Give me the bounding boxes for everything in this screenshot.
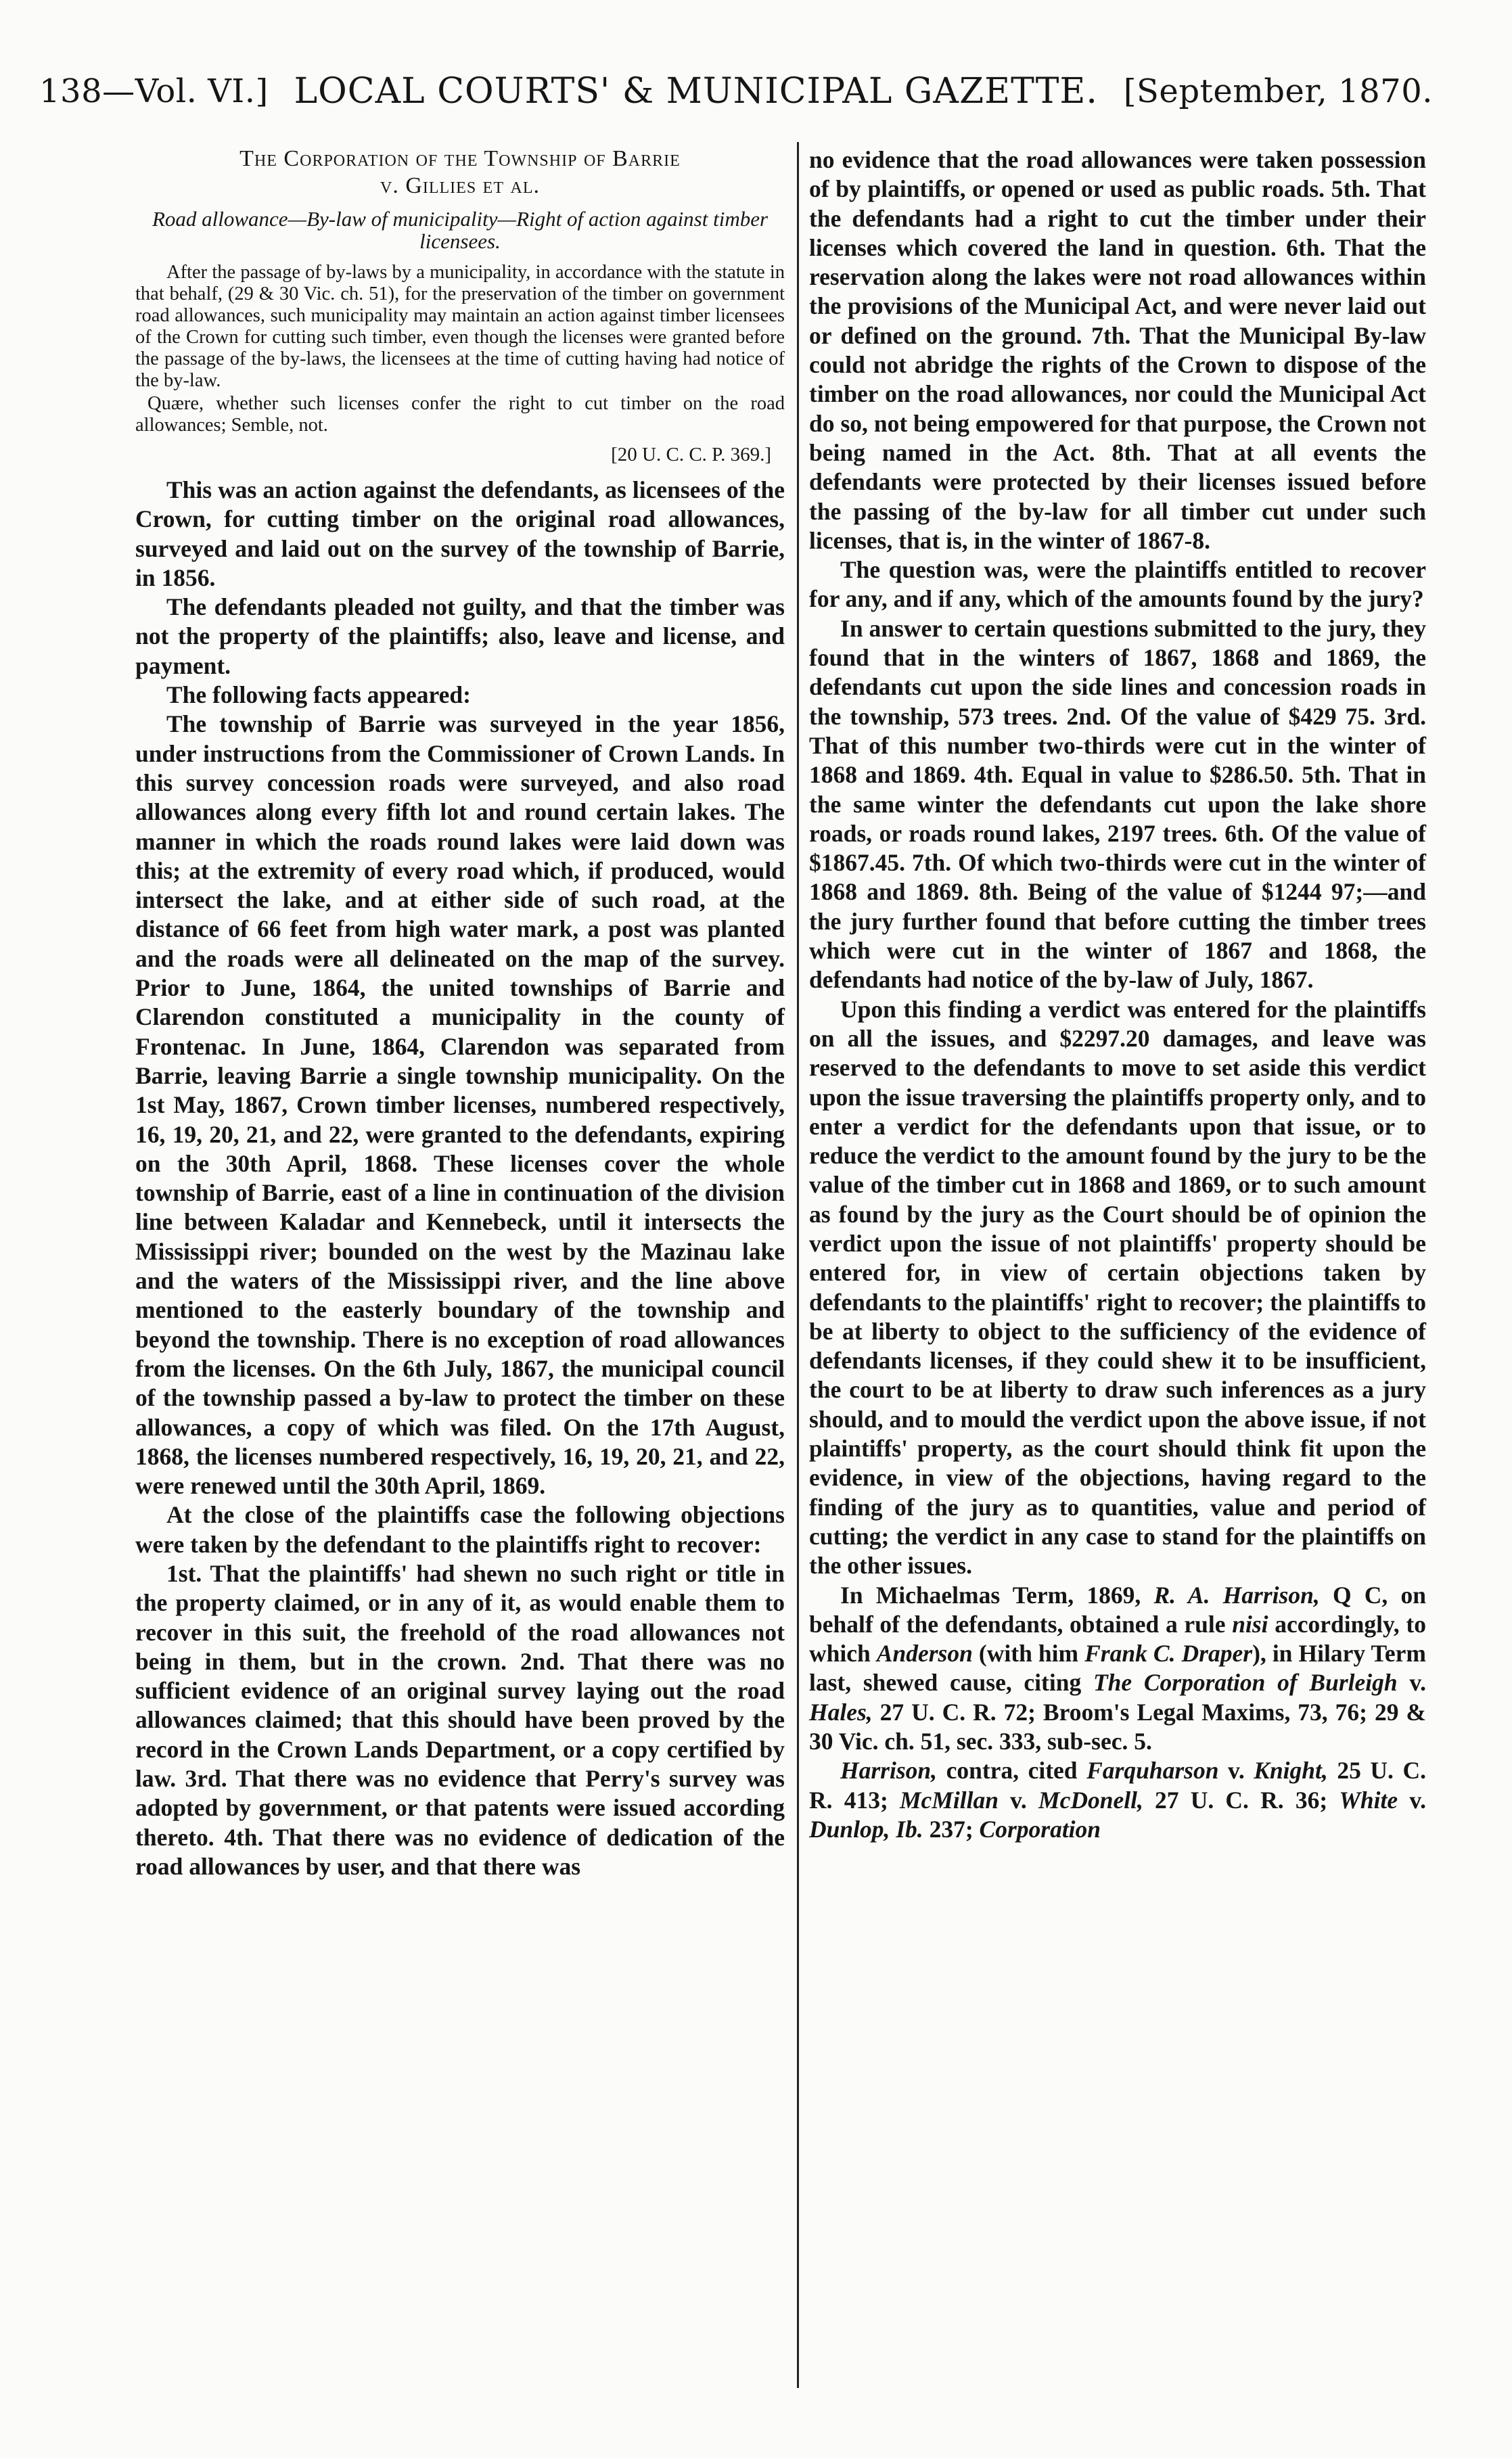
left-body	[135, 476, 785, 1881]
text-run: Q C, on behalf of the defendants, obtained a rule	[809, 1581, 1426, 1638]
text-run: v.	[1398, 1786, 1426, 1814]
case-headnote: Road allowance—By-law of municipality—Right of action against timber licensees.	[152, 207, 769, 253]
paragraph: The defendants pleaded not guilty, and that the timber was not the property of the plaintiffs; also, leave and license, and payment.	[135, 593, 785, 679]
case-syllabus: After the passage of by-laws by a municipality, in accordance with the statute in that behalf, (29 & 30 Vic. ch. 51), for the preservation of the timber on government road allowances, such municipality may maintain an action against timber licensees of the Crown for cutting such timber, even though the licenses were granted before the passage of the by-laws, the licensees at the time of cutting having had notice of the by-law.	[135, 262, 785, 391]
text-run: accordingly, to which	[809, 1610, 1426, 1668]
header-date: [September, 1870.	[1123, 72, 1433, 110]
latin-term: nisi	[1232, 1610, 1268, 1638]
case-name: Dunlop, Ib.	[809, 1815, 923, 1843]
paragraph: The following facts appeared:	[166, 681, 471, 709]
paragraph: The question was, were the plaintiffs entitled to recover for any, and if any, which of the amounts found by the jury?	[809, 556, 1426, 613]
text-run: v.	[1397, 1669, 1426, 1697]
paragraph: 1st. That the plaintiffs' had shewn no such right or title in the property claimed, or in any of it, as would enable them to recover in this suit, the freehold of the road allowances not being in them, but in the crown. 2nd. That there was no sufficient evidence of an original survey laying out the road allowances claimed; that this should have been proved by the record in the Crown Lands Department, or a copy certified by law. 3rd. That there was no evidence that Perry's survey was adopted by government, or that patents were issued according thereto. 4th. That there was no evidence of dedication of the road allowances by user, and that there was	[135, 1559, 785, 1880]
case-name: Farquharson	[1086, 1757, 1219, 1785]
case-title-line-2: v. Gillies et al.	[380, 173, 540, 198]
text-run: 25 U. C. R. 413;	[809, 1757, 1426, 1814]
case-citation: [20 U. C. C. P. 369.]	[611, 444, 771, 465]
case-name: White	[1339, 1786, 1398, 1814]
case-name: Hales,	[809, 1698, 873, 1726]
page-header	[39, 68, 1433, 115]
paragraph: The township of Barrie was surveyed in the year 1856, under instructions from the Commissioner of Crown Lands. In this survey concession roads were surveyed, and also road allowances along every fifth lot and round certain lakes. The manner in which the roads round lakes were laid down was this; at the extremity of every road which, if produced, would intersect the lake, and at either side of such road, at the distance of 66 feet from high water mark, a post was planted and the roads were all delineated on the map of the survey. Prior to June, 1864, the united townships of Barrie and Clarendon constituted a municipality in the county of Frontenac. In June, 1864, Clarendon was separated from Barrie, leaving Barrie a single township municipality. On the 1st May, 1867, Crown timber licenses, numbered respectively, 16, 19, 20, 21, and 22, were granted to the defendants, expiring on the 30th April, 1868. These licenses cover the whole township of Barrie, east of a line in continuation of the division line between Kaladar and Kennebeck, until it intersects the Mississippi river; bounded on the west by the Mazinau lake and the waters of the Mississippi river, and the line above mentioned to the easterly boundary of the township and beyond the township. There is no exception of road allowances from the licenses. On the 6th July, 1867, the municipal council of the township passed a by-law to protect the timber on these allowances, a copy of which was filed. On the 17th August, 1868, the licenses numbered respectively, 16, 19, 20, 21, and 22, were renewed until the 30th April, 1869.	[135, 710, 785, 1500]
counsel-name: Harrison,	[840, 1757, 938, 1785]
text-run: 27 U. C. R. 72; Broom's Legal Maxims, 73, 76; 29 & 30 Vic. ch. 51, sec. 333, sub-sec. 5.	[809, 1698, 1426, 1755]
case-name: Corporation	[979, 1815, 1101, 1843]
text-run: contra, cited	[937, 1757, 1087, 1785]
left-column	[135, 145, 785, 1881]
paragraph-continued: no evidence that the road allowances were taken possession of by plaintiffs, or opened or used as public roads. 5th. That the defendants had a right to cut the timber under their licenses which covered the land in question. 6th. That the reservation along the lakes were not road allowances within the provisions of the Municipal Act, and were never laid out or defined on the ground. 7th. That the Municipal By-law could not abridge the rights of the Crown to dispose of the timber on the road allowances, nor could the Municipal Act do so, not being empowered for that purpose, the Crown not being named in the Act. 8th. That at all events the defendants were protected by their licenses issued before the passing of the by-law for all timber cut under such licenses, that is, in the winter of 1867-8.	[809, 146, 1426, 554]
case-name: Knight,	[1254, 1757, 1328, 1785]
text-run: v.	[998, 1786, 1039, 1814]
counsel-name: R. A. Harrison,	[1153, 1581, 1320, 1609]
case-name: The Corporation of Burleigh	[1093, 1669, 1398, 1697]
case-title	[135, 145, 785, 200]
paragraph: In answer to certain questions submitted to the jury, they found that in the winters of 1867, 1868 and 1869, the defendants cut upon the side lines and concession roads in the township, 573 trees. 2nd. Of the value of $429 75. 3rd. That of this number two-thirds were cut in the winter of 1868 and 1869. 4th. Equal in value to $286.50. 5th. That in the same winter the defendants cut upon the lake shore roads, or roads round lakes, 2197 trees. 6th. Of the value of $1867.45. 7th. Of which two-thirds were cut in the winter of 1868 and 1869. 8th. Being of the value of $1244 97;—and the jury further found that before cutting the timber trees which were cut in the winter of 1867 and 1868, the defendants had notice of the by-law of July, 1867.	[809, 614, 1426, 994]
column-divider	[797, 142, 799, 2388]
text-run: ), in Hilary Term last, shewed cause, citing	[809, 1640, 1426, 1697]
paragraph-michaelmas	[809, 1581, 1426, 1757]
counsel-name: Anderson	[876, 1640, 973, 1668]
text-run: In Michaelmas Term, 1869,	[840, 1581, 1154, 1609]
case-name: McMillan	[899, 1786, 999, 1814]
text-run: 27 U. C. R. 36;	[1143, 1786, 1339, 1814]
paragraph: At the close of the plaintiffs case the following objections were taken by the defendant to the plaintiffs right to recover:	[135, 1501, 785, 1558]
paragraph: Upon this finding a verdict was entered for the plaintiffs on all the issues, and $2297.20 damages, and leave was reserved to the defendants to move to set aside this verdict upon the issue traversing the plaintiffs property only, and to enter a verdict for the defendants upon that issue, or to reduce the verdict to the amount found by the jury to be the value of the timber cut in 1868 and 1869, or to such amount as found by the jury as the Court should be of opinion the verdict upon the issue of not plaintiffs' property should be entered for, in view of certain objections taken by defendants to the plaintiffs' right to recover; the plaintiffs to be at liberty to object to the sufficiency of the evidence of defendants licenses, if they could shew it to be insufficient, the court to be at liberty to draw such inferences as a jury should, and to mould the verdict upon the above issue, if not plaintiffs' property, as the court should think fit upon the evidence, in view of the objections, having regard to the finding of the jury as to quantities, value and period of cutting; the verdict in any case to stand for the plaintiffs on the other issues.	[809, 995, 1426, 1580]
text-run: (with him	[972, 1640, 1085, 1668]
text-run: v.	[1218, 1757, 1254, 1785]
counsel-name: Frank C. Draper	[1084, 1640, 1253, 1668]
case-name: McDonell,	[1038, 1786, 1143, 1814]
header-publication-title: LOCAL COURTS' & MUNICIPAL GAZETTE.	[294, 71, 1098, 112]
case-syllabus-quaere: Quære, whether such licenses confer the right to cut timber on the road allowances; Semble, not.	[135, 393, 785, 436]
paragraph-harrison	[809, 1756, 1426, 1844]
paragraph: This was an action against the defendants, as licensees of the Crown, for cutting timber on the original road allowances, surveyed and laid out on the survey of the township of Barrie, in 1856.	[135, 476, 785, 591]
text-run: 237;	[923, 1815, 980, 1843]
case-title-line-1: The Corporation of the Township of Barrie	[239, 146, 681, 171]
header-volume: 138—Vol. VI.]	[39, 72, 269, 110]
right-column	[809, 145, 1426, 1844]
